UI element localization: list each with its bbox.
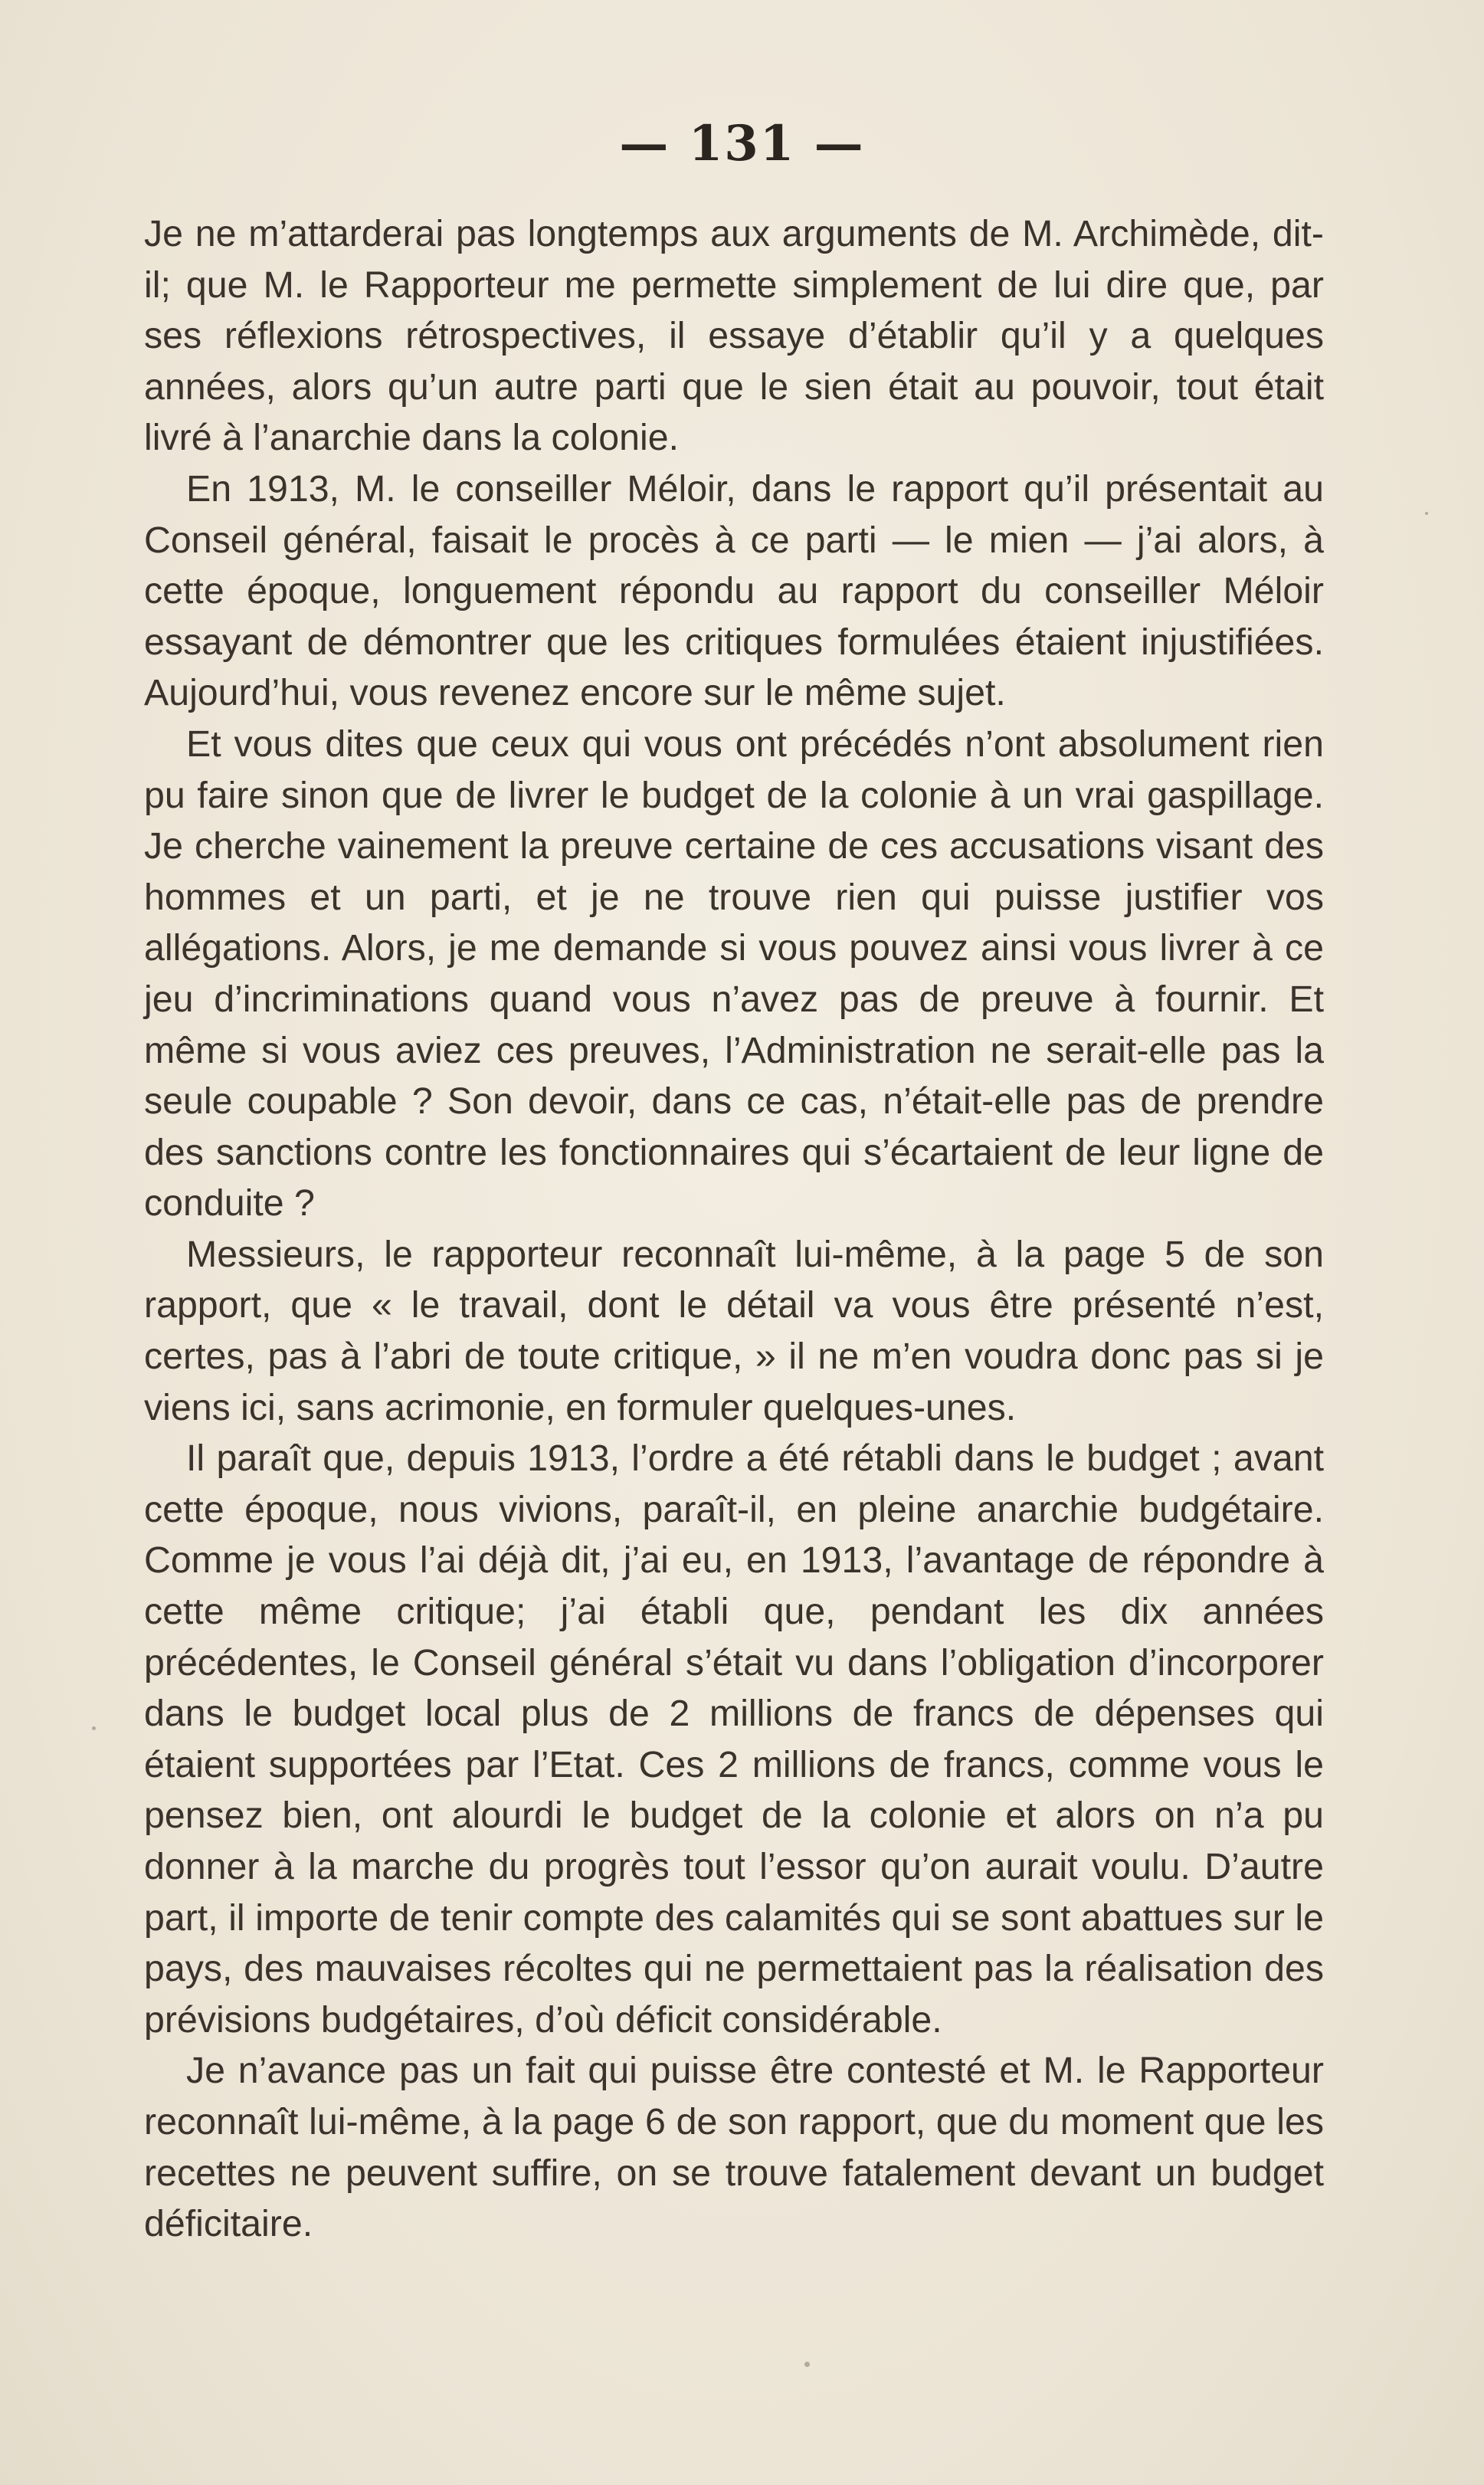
body-text: [144, 208, 1324, 2250]
page-number: — 131 —: [619, 115, 865, 172]
paragraph-4: Messieurs, le rapporteur reconnaît lui-même, à la page 5 de son rapport, que « le travail, dont le détail va vous être présenté n’est, certes, pas à l’abri de toute critique, » il ne m’en voudra donc pas si je viens ici, sans acrimonie, en formuler quelques-unes.: [144, 1233, 1324, 1428]
paragraph-2: En 1913, M. le conseiller Méloir, dans le rapport qu’il présentait au Conseil général, faisait le procès à ce parti — le mien — j’ai alors, à cette époque, longuement répondu au rapport du conseiller Méloir essayant de démontrer que les critiques formulées étaient injustifiées. Aujourd’hui, vous revenez encore sur le même sujet.: [144, 467, 1324, 714]
paper-speck: [804, 2362, 810, 2367]
paper-speck: [92, 1726, 96, 1730]
paragraph-6: Je n’avance pas un fait qui puisse être contesté et M. le Rapporteur reconnaît lui-même, à la page 6 de son rapport, que du moment que les recettes ne peuvent suffire, on se trouve fatalement devant un budget déficitaire.: [144, 2050, 1324, 2245]
paragraph-1: Je ne m’attarderai pas longtemps aux arguments de M. Archimède, dit-il; que M. le Rapporteur me permette simplement de lui dire que, par ses réflexions rétrospectives, il essaye d’établir qu’il y a quelques années, alors qu’un autre parti que le sien était au pouvoir, tout était livré à l’anarchie dans la colonie.: [144, 213, 1324, 459]
paper-speck: [1425, 512, 1428, 515]
paragraph-3: Et vous dites que ceux qui vous ont précédés n’ont absolument rien pu faire sinon que de livrer le budget de la colonie à un vrai gaspillage. Je cherche vainement la preuve certaine de ces accusations visant des hommes et un parti, et je ne trouve rien qui puisse justifier vos allégations. Alors, je me demande si vous pouvez ainsi vous livrer à ce jeu d’incriminations quand vous n’avez pas de preuve à fournir. Et même si vous aviez ces preuves, l’Administration ne serait-elle pas la seule coupable ? Son devoir, dans ce cas, n’était-elle pas de prendre des sanctions contre les fonctionnaires qui s’écartaient de leur ligne de conduite ?: [144, 723, 1324, 1224]
paragraph-5: Il paraît que, depuis 1913, l’ordre a été rétabli dans le budget ; avant cette époque, nous vivions, paraît-il, en pleine anarchie budgétaire. Comme je vous l’ai déjà dit, j’ai eu, en 1913, l’avantage de répondre à cette même critique; j’ai établi que, pendant les dix années précédentes, le Conseil général s’était vu dans l’obligation d’incorporer dans le budget local plus de 2 millions de francs de dépenses qui étaient supportées par l’Etat. Ces 2 millions de francs, comme vous le pensez bien, ont alourdi le budget de la colonie et alors on n’a pu donner à la marche du progrès tout l’essor qu’on aurait voulu. D’autre part, il importe de tenir compte des calamités qui se sont abattues sur le pays, des mauvaises récoltes qui ne permettaient pas la réalisation des prévisions budgétaires, d’où déficit considérable.: [144, 1438, 1324, 2041]
